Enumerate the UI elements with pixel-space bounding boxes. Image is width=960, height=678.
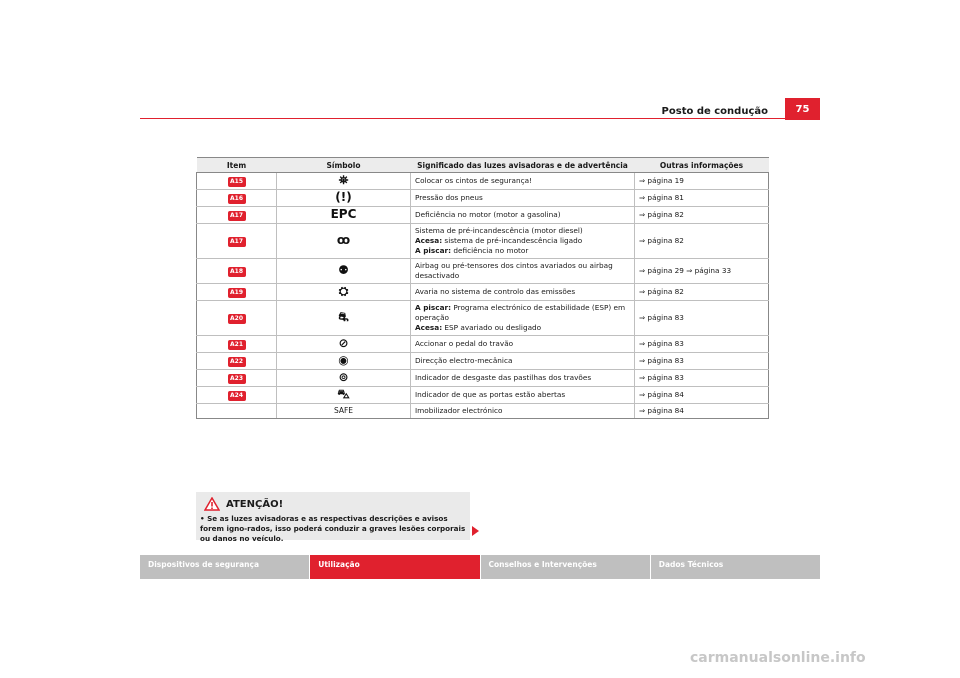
item-cell xyxy=(197,301,277,336)
item-badge: A17 xyxy=(228,237,246,247)
meaning-label: A piscar: xyxy=(415,303,452,312)
header-rule xyxy=(140,118,820,119)
item-badge: A17 xyxy=(228,211,246,221)
meaning-cell xyxy=(411,259,635,284)
item-badge: A22 xyxy=(228,357,246,367)
symbol-cell xyxy=(277,353,411,370)
door-open-icon: ⛍ xyxy=(337,387,350,401)
item-cell xyxy=(197,336,277,353)
steering-icon: ◉ xyxy=(338,353,349,367)
footer-nav xyxy=(140,555,820,579)
meaning-line xyxy=(415,287,630,297)
meaning-cell xyxy=(411,336,635,353)
table-row xyxy=(197,224,769,259)
seatbelt-icon: ⛯ xyxy=(338,173,349,187)
meaning-text: Airbag ou pré-tensores dos cintos avariados ou airbag desactivado xyxy=(415,261,613,280)
meaning-line xyxy=(415,176,630,186)
meaning-line xyxy=(415,390,630,400)
meaning-line xyxy=(415,323,630,333)
page-reference-link[interactable]: ⇒ página 82 xyxy=(635,284,769,301)
glow-plug-icon: ꝏ xyxy=(336,233,351,247)
meaning-cell xyxy=(411,173,635,190)
item-cell xyxy=(197,404,277,419)
meaning-label: Acesa: xyxy=(415,323,443,332)
item-cell xyxy=(197,190,277,207)
symbol-cell xyxy=(277,387,411,404)
page-reference-link[interactable]: ⇒ página 84 xyxy=(635,404,769,419)
symbol-cell xyxy=(277,207,411,224)
warning-title: ATENÇÃO! xyxy=(226,498,284,510)
table-row xyxy=(197,370,769,387)
meaning-cell xyxy=(411,207,635,224)
footer-tab-maintenance[interactable]: Conselhos e Intervenções xyxy=(481,555,650,579)
meaning-text: Imobilizador electrónico xyxy=(415,406,503,415)
meaning-text: Indicador de que as portas estão abertas xyxy=(415,390,566,399)
page-reference-link[interactable]: ⇒ página 29 ⇒ página 33 xyxy=(635,259,769,284)
brake-pads-icon: ⊚ xyxy=(338,370,349,384)
page-number: 75 xyxy=(785,98,820,120)
meaning-line xyxy=(415,303,630,323)
page-reference-link[interactable]: ⇒ página 82 xyxy=(635,224,769,259)
epc-icon: EPC xyxy=(330,207,357,221)
page-reference-link[interactable]: ⇒ página 19 xyxy=(635,173,769,190)
meaning-text: Avaria no sistema de controlo das emissões xyxy=(415,287,576,296)
page-reference-link[interactable]: ⇒ página 81 xyxy=(635,190,769,207)
table-row xyxy=(197,404,769,419)
meaning-text: Accionar o pedal do travão xyxy=(415,339,514,348)
warning-body: Se as luzes avisadoras e as respectivas descrições e avisos forem igno-rados, isso poderá conduzir a graves lesões corporais ou danos no veículo. xyxy=(200,514,466,543)
item-cell xyxy=(197,259,277,284)
table-row xyxy=(197,336,769,353)
meaning-cell xyxy=(411,301,635,336)
meaning-line xyxy=(415,373,630,383)
item-badge: A21 xyxy=(228,340,246,350)
meaning-text: Programa electrónico de estabilidade (ESP) em operação xyxy=(415,303,626,322)
meaning-cell xyxy=(411,370,635,387)
item-cell xyxy=(197,173,277,190)
symbol-cell xyxy=(277,301,411,336)
meaning-line xyxy=(415,236,630,246)
item-cell xyxy=(197,353,277,370)
table-row xyxy=(197,353,769,370)
warning-text xyxy=(200,514,468,544)
meaning-text: deficiência no motor xyxy=(451,246,529,255)
warning-header xyxy=(204,497,283,511)
item-badge: A15 xyxy=(228,177,246,187)
col-header-symbol: Símbolo xyxy=(277,158,411,173)
tire-pressure-icon: (!) xyxy=(335,190,352,204)
page-reference-link[interactable]: ⇒ página 83 xyxy=(635,370,769,387)
meaning-line xyxy=(415,193,630,203)
item-badge: A24 xyxy=(228,391,246,401)
meaning-cell xyxy=(411,284,635,301)
item-cell xyxy=(197,387,277,404)
meaning-text: Pressão dos pneus xyxy=(415,193,483,202)
warning-bullet: • xyxy=(200,514,205,523)
esp-icon: ⛐ xyxy=(338,310,349,324)
warning-lights-table xyxy=(196,157,769,419)
meaning-text: sistema de pré-incandescência ligado xyxy=(442,236,583,245)
table-row xyxy=(197,173,769,190)
item-badge: A20 xyxy=(228,314,246,324)
table-row xyxy=(197,259,769,284)
meaning-line xyxy=(415,226,630,236)
watermark: carmanualsonline.info xyxy=(690,650,866,666)
meaning-line xyxy=(415,246,630,256)
page-reference-link[interactable]: ⇒ página 83 xyxy=(635,336,769,353)
symbol-cell xyxy=(277,173,411,190)
header-title: Posto de condução xyxy=(661,106,768,117)
meaning-line xyxy=(415,339,630,349)
col-header-other: Outras informações xyxy=(635,158,769,173)
airbag-icon: ⚉ xyxy=(338,263,349,277)
meaning-cell xyxy=(411,353,635,370)
warning-triangle-icon xyxy=(204,497,220,511)
meaning-text: Deficiência no motor (motor a gasolina) xyxy=(415,210,561,219)
symbol-cell xyxy=(277,284,411,301)
page-reference-link[interactable]: ⇒ página 82 xyxy=(635,207,769,224)
meaning-text: ESP avariado ou desligado xyxy=(442,323,542,332)
item-cell xyxy=(197,370,277,387)
engine-emission-icon: ⛭ xyxy=(338,284,349,298)
symbol-cell xyxy=(277,224,411,259)
meaning-line xyxy=(415,406,630,416)
symbol-cell xyxy=(277,336,411,353)
table-header-row xyxy=(197,158,769,173)
meaning-line xyxy=(415,210,630,220)
continue-arrow-icon xyxy=(472,526,479,536)
meaning-text: Sistema de pré-incandescência (motor diesel) xyxy=(415,226,583,235)
item-cell xyxy=(197,284,277,301)
meaning-label: A piscar: xyxy=(415,246,452,255)
col-header-item: Item xyxy=(197,158,277,173)
meaning-line xyxy=(415,356,630,366)
meaning-text: Direcção electro-mecânica xyxy=(415,356,513,365)
meaning-text: Indicador de desgaste das pastilhas dos travões xyxy=(415,373,592,382)
table-row xyxy=(197,301,769,336)
footer-tab-technical[interactable]: Dados Técnicos xyxy=(651,555,820,579)
page-reference-link[interactable]: ⇒ página 83 xyxy=(635,353,769,370)
meaning-cell xyxy=(411,387,635,404)
page-reference-link[interactable]: ⇒ página 83 xyxy=(635,301,769,336)
item-badge: A18 xyxy=(228,267,246,277)
brake-pedal-icon: ⊘ xyxy=(338,336,349,350)
footer-tab-safety[interactable]: Dispositivos de segurança xyxy=(140,555,309,579)
meaning-cell xyxy=(411,404,635,419)
symbol-cell xyxy=(277,259,411,284)
table-row xyxy=(197,190,769,207)
warning-box xyxy=(196,492,470,543)
meaning-line xyxy=(415,261,630,281)
table-row xyxy=(197,284,769,301)
table-row xyxy=(197,207,769,224)
meaning-label: Acesa: xyxy=(415,236,443,245)
page-reference-link[interactable]: ⇒ página 84 xyxy=(635,387,769,404)
symbol-cell xyxy=(277,370,411,387)
footer-tab-usage[interactable]: Utilização xyxy=(310,555,479,579)
meaning-text: Colocar os cintos de segurança! xyxy=(415,176,533,185)
table-row xyxy=(197,387,769,404)
symbol-cell xyxy=(277,404,411,419)
meaning-cell xyxy=(411,224,635,259)
item-cell xyxy=(197,207,277,224)
item-badge: A23 xyxy=(228,374,246,384)
meaning-cell xyxy=(411,190,635,207)
item-badge: A16 xyxy=(228,194,246,204)
item-cell xyxy=(197,224,277,259)
col-header-meaning: Significado das luzes avisadoras e de advertência xyxy=(411,158,635,173)
item-badge: A19 xyxy=(228,288,246,298)
symbol-cell xyxy=(277,190,411,207)
symbol-text: SAFE xyxy=(333,406,354,415)
